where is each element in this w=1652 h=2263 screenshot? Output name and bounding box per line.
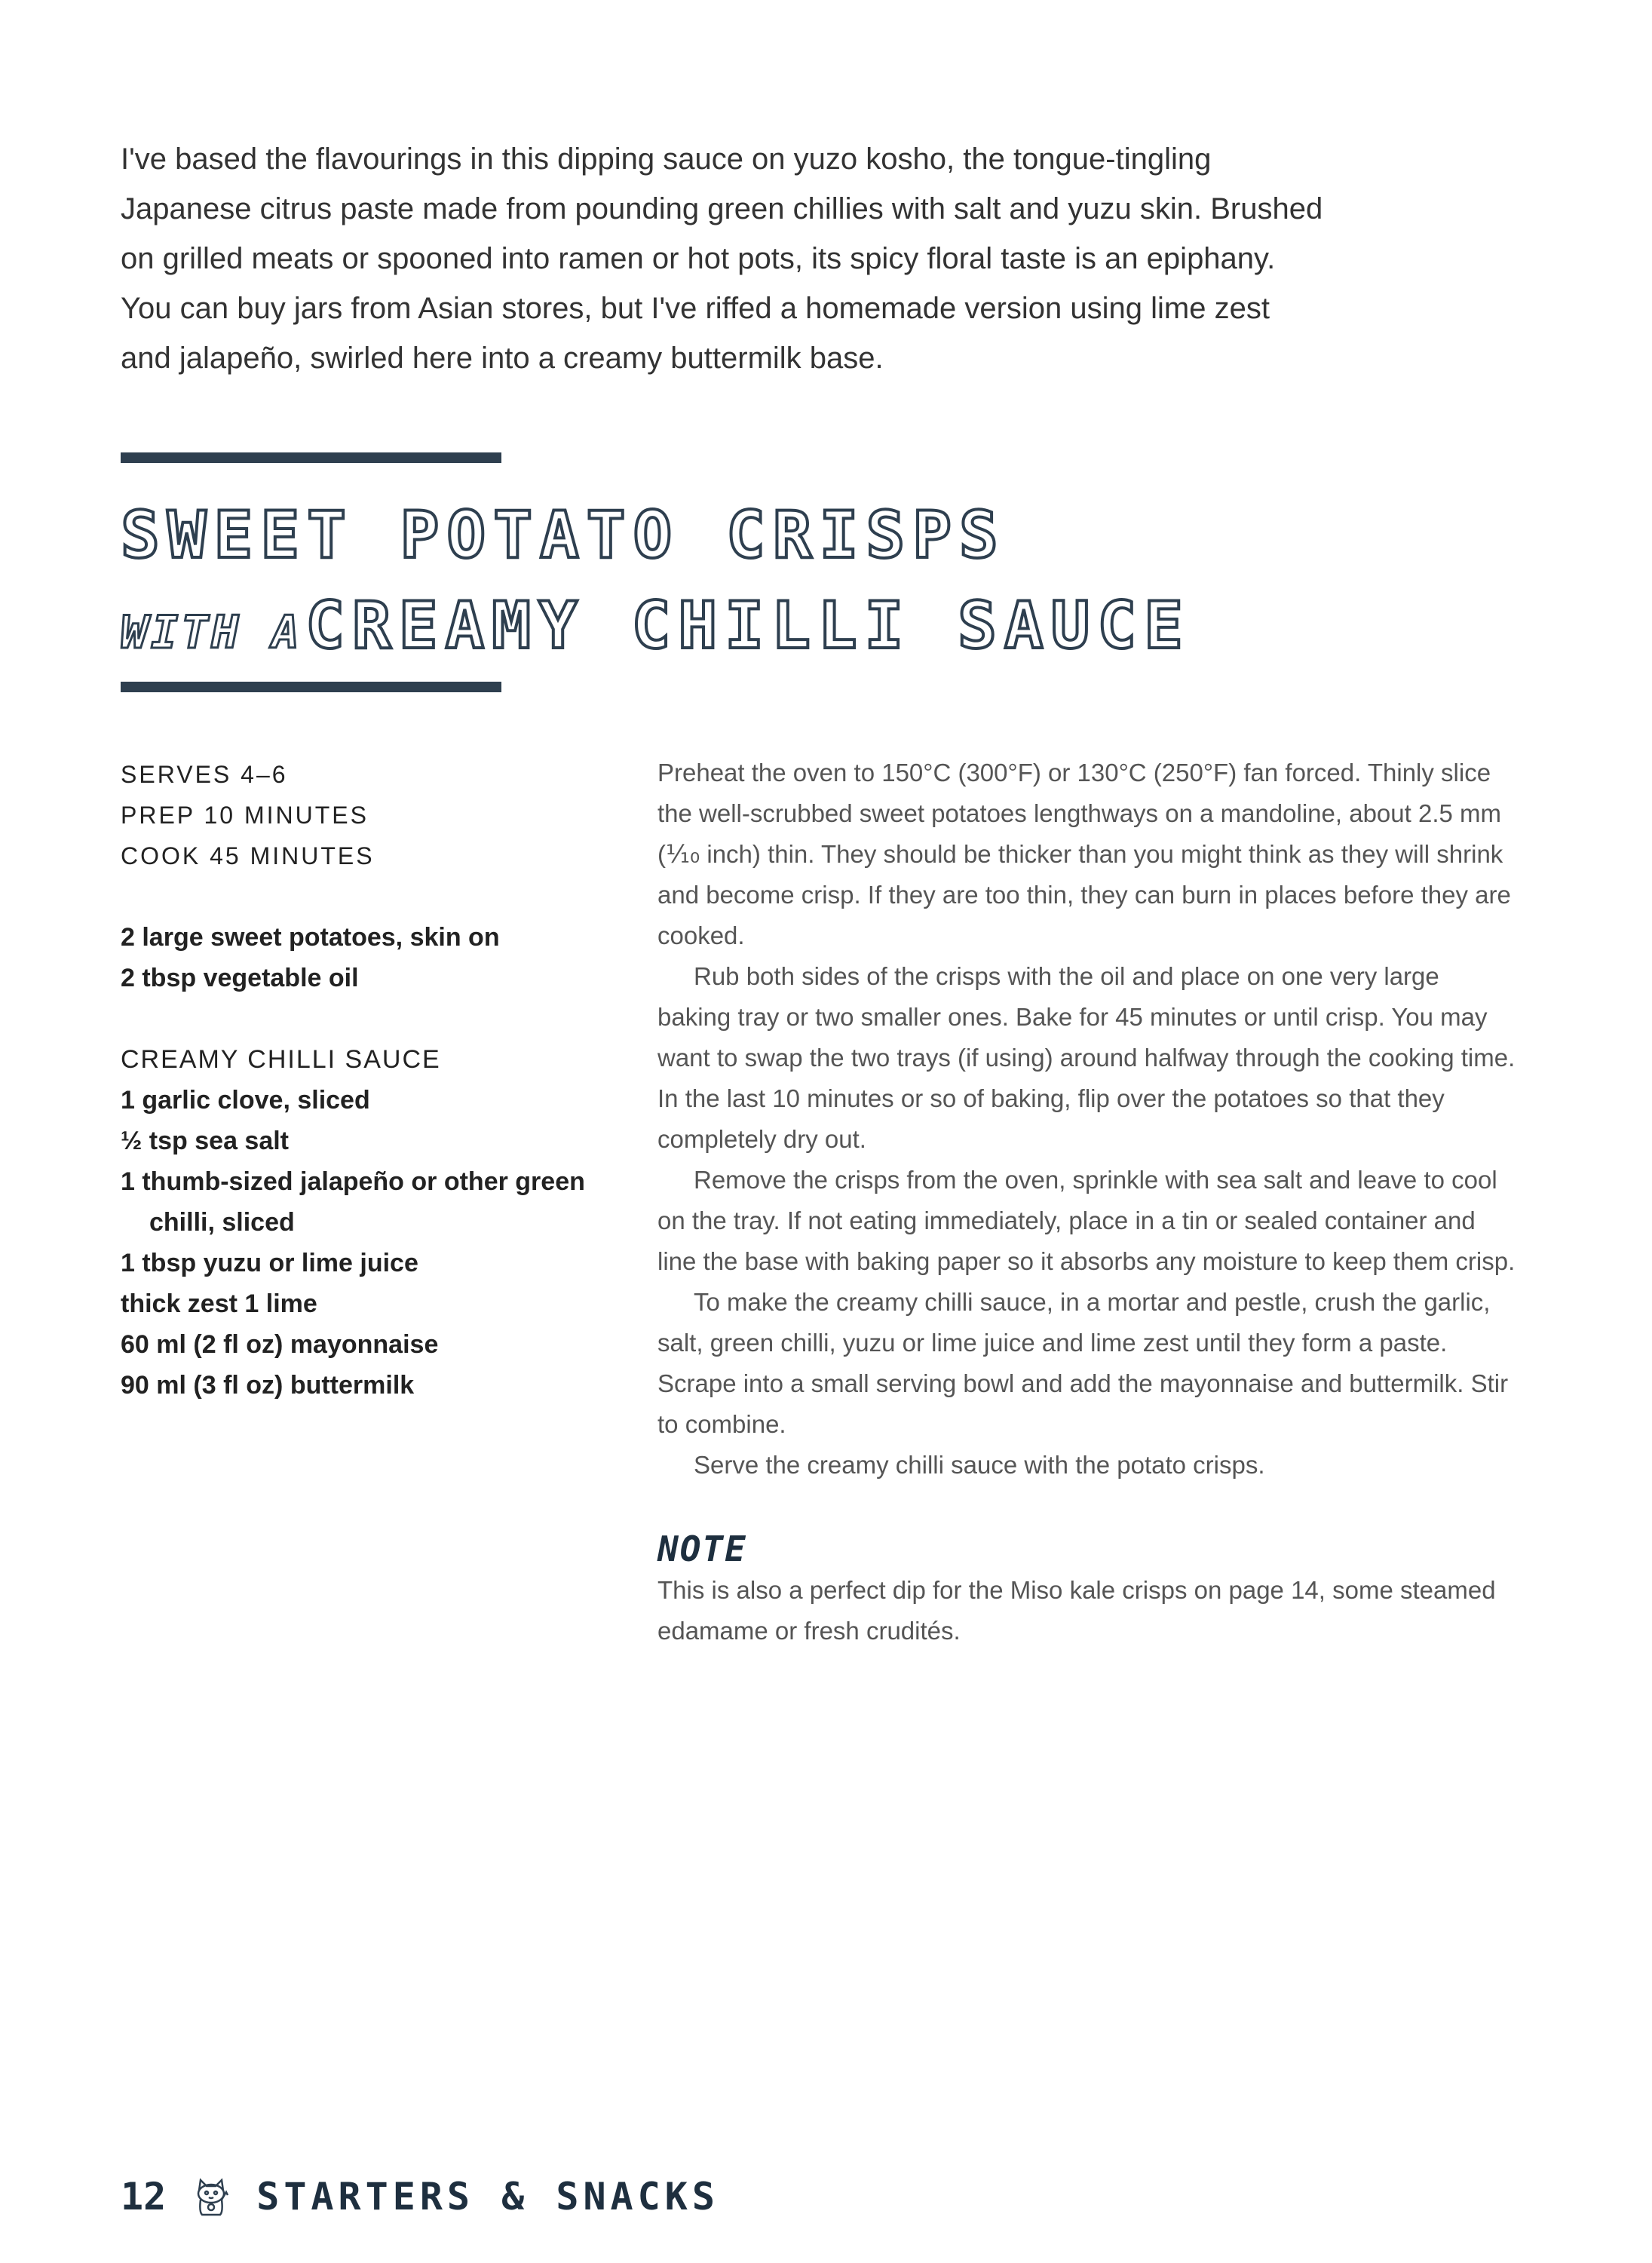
- recipe-title-line1: SWEET POTATO CRISPS: [121, 498, 1006, 573]
- title-top-rule: [121, 452, 501, 463]
- title-bottom-rule: [121, 682, 501, 692]
- intro-paragraph: I've based the flavourings in this dipping sauce on yuzo kosho, the tongue-tingling Japanese citrus paste made from pounding green chillies with salt and yuzu skin. Brushed on grilled meats or spooned into ramen or hot pots, its spicy floral taste is an epiphany. You can buy jars from Asian stores, but I've riffed a homemade version using lime zest and jalapeño, swirled here into a creamy buttermilk base.: [121, 143, 1323, 375]
- method-step: Serve the creamy chilli sauce with the potato crisps.: [694, 1451, 1265, 1479]
- note-text: This is also a perfect dip for the Miso kale crisps on page 14, some steamed edamame or fresh crudités.: [657, 1576, 1496, 1645]
- method-step: Rub both sides of the crisps with the oil and place on one very large baking tray or two smaller ones. Bake for 45 minutes or until crisp. You may want to swap the two trays (if using) around halfway through the cooking time. In the last 10 minutes or so of baking, flip over the potatoes so that they completely dry out.: [657, 962, 1516, 1153]
- method-step: To make the creamy chilli sauce, in a mortar and pestle, crush the garlic, salt, green chilli, yuzu or lime juice and lime zest until they form a paste. Scrape into a small serving bowl and add the mayonnaise and buttermilk. Stir to combine.: [657, 1288, 1509, 1438]
- section-title: STARTERS & SNACKS: [256, 2175, 719, 2219]
- ingredient-item: 60 ml (2 fl oz) mayonnaise: [121, 1330, 439, 1359]
- cook-time: COOK 45 MINUTES: [121, 842, 375, 869]
- recipe-title-line2: [121, 588, 1191, 664]
- ingredients-column: [121, 754, 588, 1406]
- recipe-title-with: WITH A: [121, 606, 302, 659]
- ingredient-item: 2 large sweet potatoes, skin on: [121, 923, 500, 952]
- ingredient-item: 2 tbsp vegetable oil: [121, 964, 359, 992]
- method-column: [657, 753, 1517, 1651]
- ingredient-item: 1 tbsp yuzu or lime juice: [121, 1249, 418, 1277]
- lucky-cat-icon: [188, 2174, 234, 2219]
- note-heading: NOTE: [657, 1529, 747, 1569]
- serves-info: SERVES 4–6: [121, 761, 288, 788]
- ingredient-item: 1 garlic clove, sliced: [121, 1086, 370, 1115]
- ingredient-item: thick zest 1 lime: [121, 1289, 317, 1318]
- page-number: 12: [121, 2175, 167, 2219]
- ingredient-item: ½ tsp sea salt: [121, 1127, 290, 1155]
- ingredient-item: 90 ml (3 fl oz) buttermilk: [121, 1371, 415, 1400]
- sauce-ingredients-heading: CREAMY CHILLI SAUCE: [121, 1045, 441, 1074]
- prep-time: PREP 10 MINUTES: [121, 802, 369, 829]
- method-step: Remove the crisps from the oven, sprinkle with sea salt and leave to cool on the tray. If not eating immediately, place in a tin or sealed container and line the base with baking paper so it absorbs any moisture to keep them crisp.: [657, 1166, 1516, 1275]
- page-footer: [121, 2170, 719, 2223]
- recipe-title-subtitle: CREAMY CHILLI SAUCE: [305, 588, 1191, 664]
- ingredient-item: 1 thumb-sized jalapeño or other green chilli, sliced: [121, 1167, 585, 1237]
- method-step: Preheat the oven to 150°C (300°F) or 130°C (250°F) fan forced. Thinly slice the well-scrubbed sweet potatoes lengthways on a mandoline, about 2.5 mm (⅒ inch) thin. They should be thicker than you might think as they will shrink and become crisp. If they are too thin, they can burn in places before they are cooked.: [657, 759, 1511, 949]
